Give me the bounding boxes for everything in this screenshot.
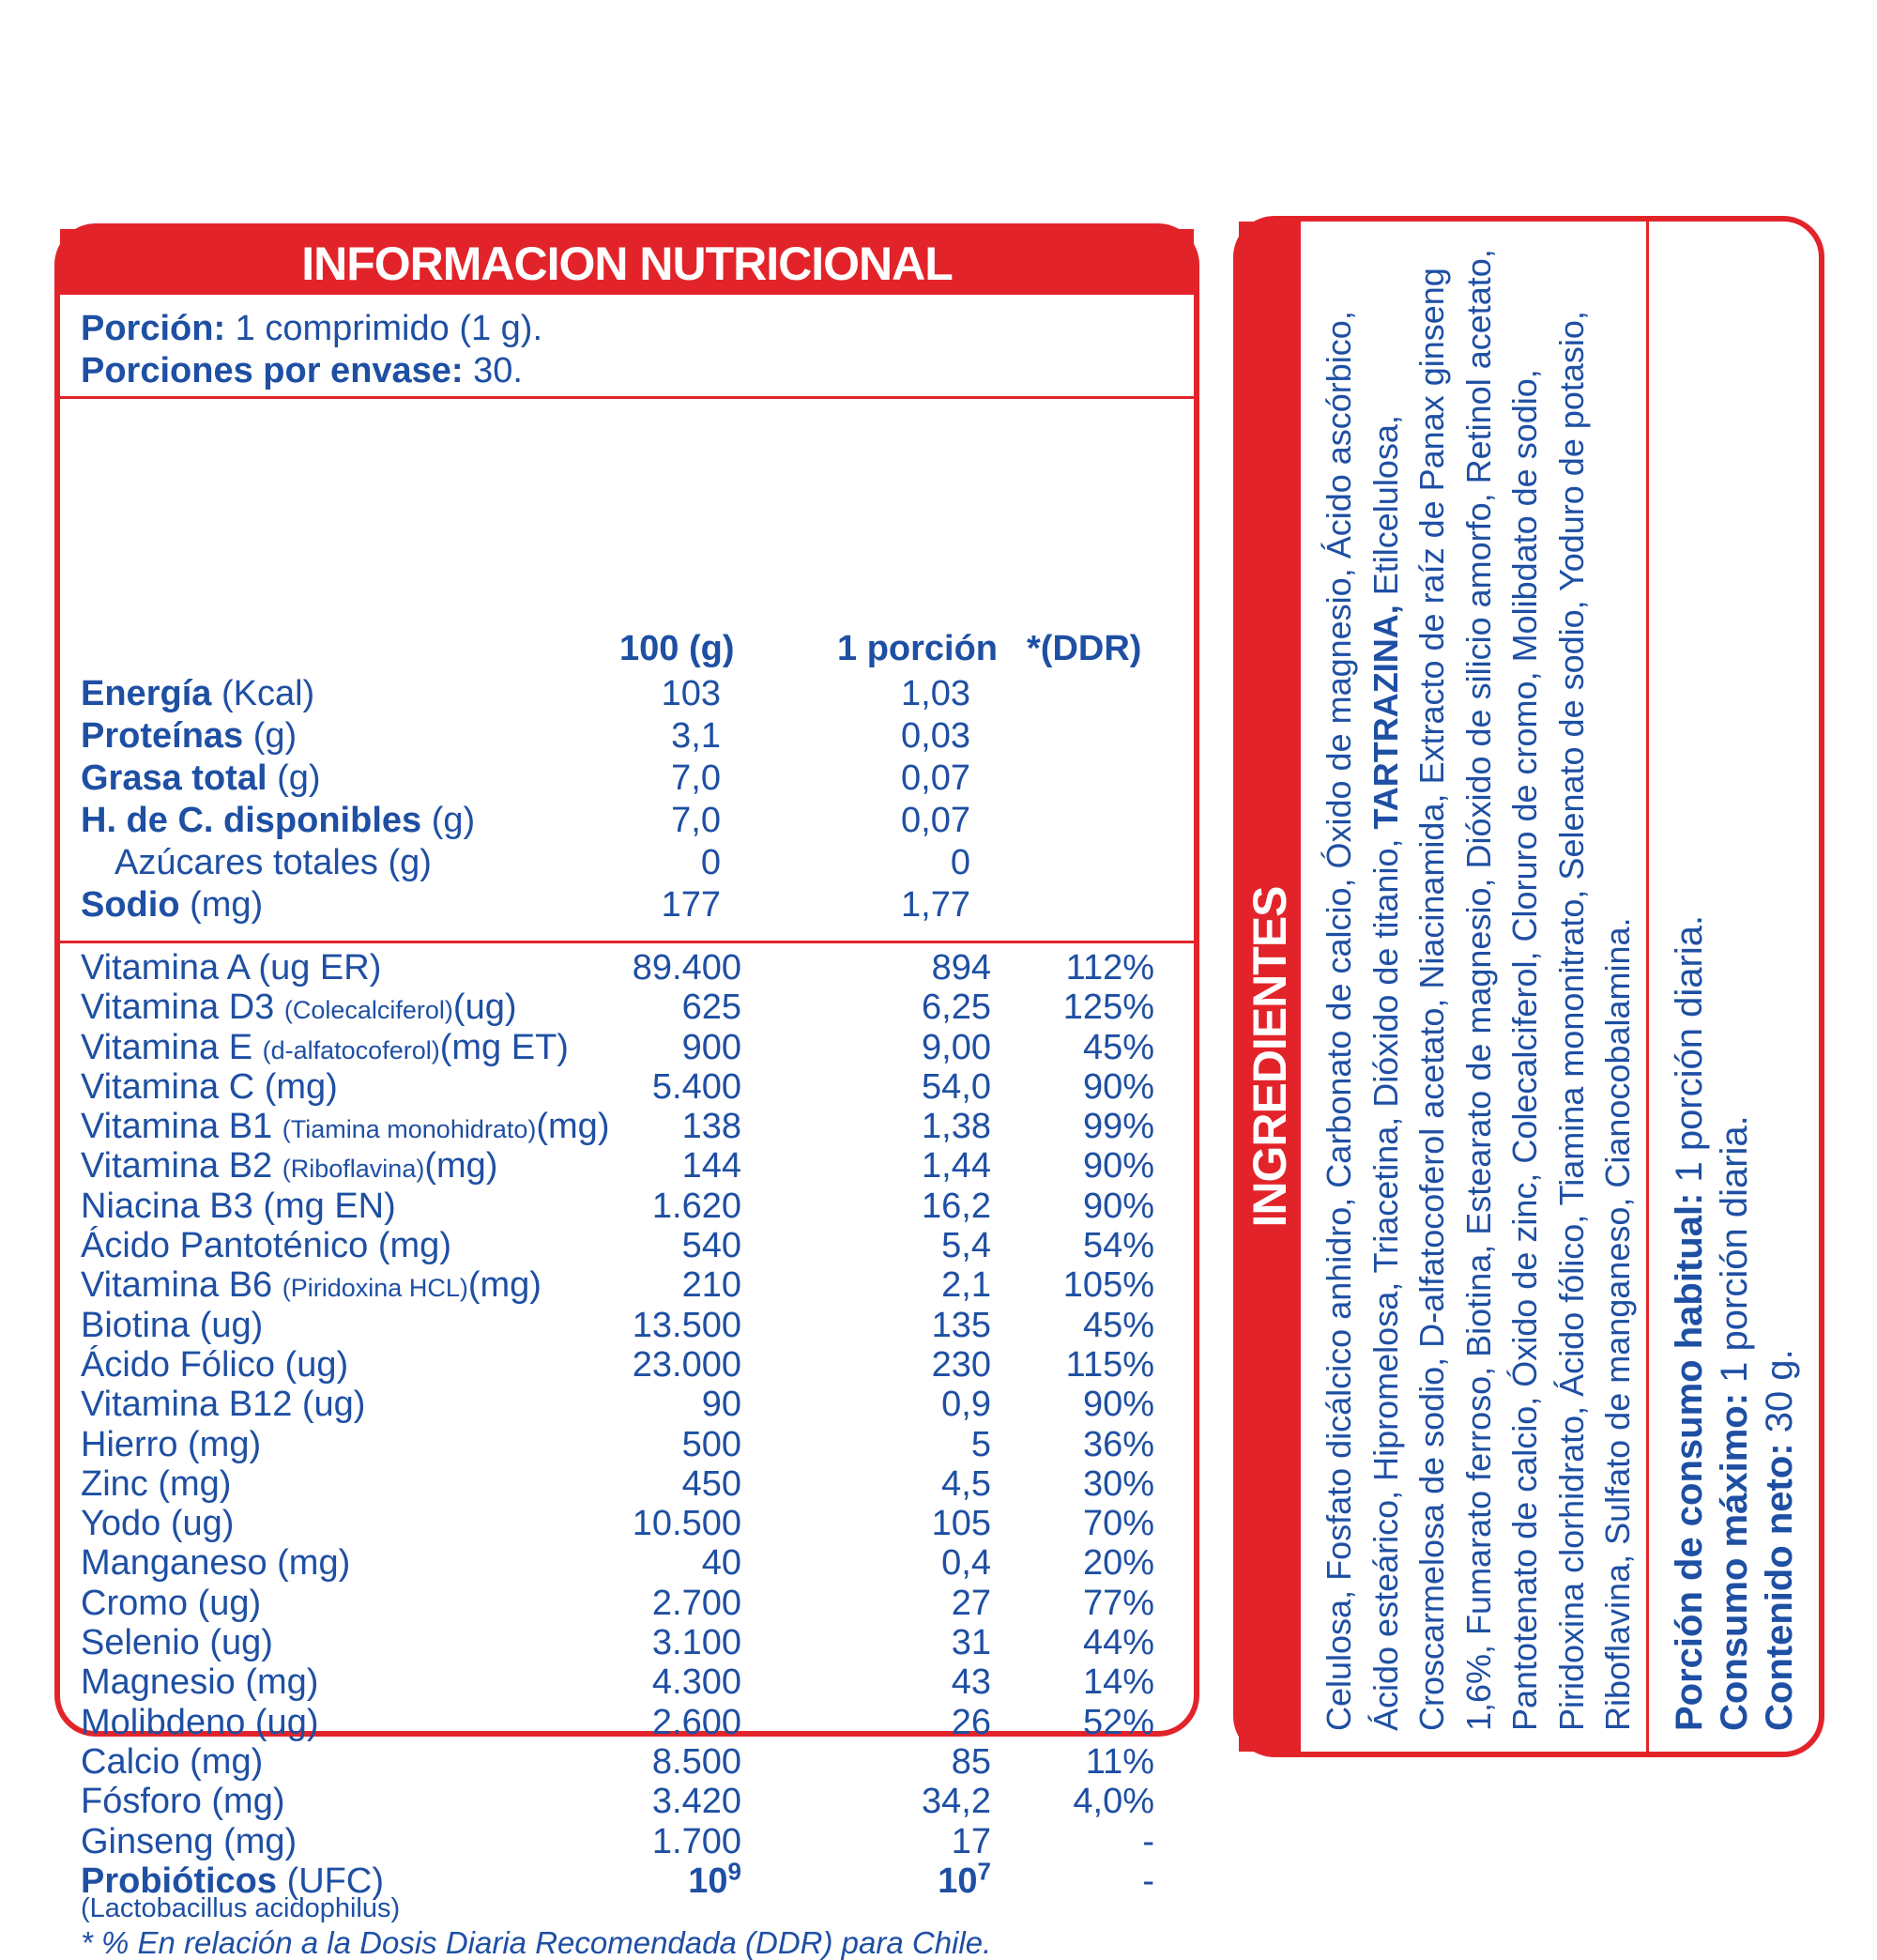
macro-row [81, 674, 1194, 713]
vitamin-row [81, 948, 1214, 988]
vitamin-value-portion: 17 [951, 1821, 991, 1861]
vitamin-name [81, 1107, 609, 1149]
vitamin-unit: (mg) [536, 1107, 610, 1147]
macro-name [81, 674, 314, 713]
vitamin-name [81, 1028, 569, 1070]
macro-row [81, 801, 1194, 840]
vitamin-unit: (mg ET) [439, 1027, 569, 1067]
macro-label: Sodio [81, 885, 180, 925]
vitamin-row [81, 1345, 1214, 1385]
vitamin-row [81, 1028, 1214, 1067]
ingredients-title-strip [1239, 222, 1301, 1752]
allergen-highlight: TARTRAZINA, [1366, 605, 1405, 830]
macro-name [81, 885, 263, 925]
vitamin-value-portion: 1,38 [922, 1107, 991, 1147]
vitamin-value-portion: 34,2 [922, 1782, 991, 1822]
vitamin-row [81, 1067, 1214, 1107]
vitamin-name [81, 948, 381, 988]
ingredients-list: Celulosa, Fosfato dicálcico anhidro, Carbonato de calcio, Óxido de magnesio, Ácido ascórbico, Ácido esteárico, Hipromelosa, Triacetina, Dióxido de titanio, TARTRAZINA, Etilcelulosa, Croscarmelosa de sodio, D-alfatocoferol acetato, Niacinamida, Extracto de raíz de Panax ginseng 1,6%, Fumarato ferroso, Biotina, Estearato de magnesio, Dióxido de silicio amorfo, Retinol acetato, Pantotenato de calcio, Óxido de zinc, Colecalciferol, Cloruro de cromo, Molibdato de sodio, Piridoxina clorhidrato, Ácido fólico, Tiamina mononitrato, Selenato de sodio, Yoduro de potasio, Riboflavina, Sulfato de manganeso, Cianocobalamina. [1320, 249, 1637, 1731]
vitamin-compound: (Piridoxina HCL) [282, 1274, 468, 1303]
macro-value-100g: 103 [661, 674, 721, 713]
vitamin-label: Vitamina D3 [81, 988, 284, 1028]
vitamin-label: Ginseng (mg) [81, 1821, 298, 1861]
probiotic-portion-exp: 7 [977, 1857, 991, 1886]
vitamin-value-portion: 0,9 [941, 1385, 991, 1425]
macro-value-portion: 1,03 [901, 674, 970, 713]
macro-name [114, 843, 432, 882]
macro-value-portion: 0,07 [901, 758, 970, 798]
nutrition-facts-panel [54, 223, 1199, 1960]
portion-size: Porción: 1 comprimido (1 g). [81, 309, 543, 348]
vitamin-value-100g: 900 [681, 1027, 741, 1067]
vitamin-row [81, 1822, 1214, 1861]
vitamin-ddr: 99% [1082, 1107, 1154, 1147]
vitamin-value-portion: 894 [931, 948, 991, 988]
vitamin-name [81, 1345, 348, 1385]
vitamin-ddr: 4,0% [1073, 1782, 1154, 1822]
macro-label: H. de C. disponibles [81, 801, 422, 840]
vitamin-row [81, 1504, 1214, 1543]
vitamin-label: Selenio (ug) [81, 1623, 273, 1663]
vitamin-value-100g: 138 [681, 1107, 741, 1147]
vitamin-ddr: 105% [1062, 1265, 1154, 1306]
vitamin-row [81, 1187, 1214, 1226]
vitamin-label: Hierro (mg) [81, 1424, 262, 1464]
vitamin-ddr: 90% [1082, 1385, 1154, 1425]
macro-value-portion: 0 [950, 843, 970, 882]
probiotic-100g-base: 10 [688, 1860, 728, 1901]
vitamin-name [81, 1265, 542, 1308]
vitamin-compound: (Tiamina monohidrato) [282, 1115, 537, 1144]
macro-value-100g: 3,1 [671, 716, 721, 756]
vitamin-name [81, 1584, 261, 1623]
servings-per-container: Porciones por envase: 30. [81, 351, 523, 390]
ingredients-panel [1233, 216, 1824, 1757]
vitamin-label: Yodo (ug) [81, 1504, 235, 1544]
contenido-neto: Contenido neto: 30 g. [1759, 1349, 1800, 1731]
vitamin-value-100g: 40 [701, 1543, 741, 1584]
vitamin-value-100g: 3.420 [651, 1782, 741, 1822]
vitamin-name [81, 1543, 350, 1583]
vitamin-name [81, 1822, 297, 1861]
vitamin-row [81, 1742, 1214, 1782]
table-divider [60, 941, 1194, 943]
vitamin-compound: (Riboflavina) [282, 1155, 425, 1184]
vitamin-value-portion: 0,4 [941, 1543, 991, 1584]
macro-row [81, 758, 1194, 798]
vitamin-value-100g: 540 [681, 1226, 741, 1266]
vitamin-unit: (ug) [452, 988, 517, 1028]
vitamin-name [81, 1067, 338, 1107]
vitamin-label: Ácido Fólico (ug) [81, 1344, 349, 1385]
consumo-maximo: Consumo máximo: 1 porción diaria. [1714, 1115, 1755, 1731]
vitamin-name [81, 1146, 497, 1188]
vitamin-label: Fósforo (mg) [81, 1782, 285, 1822]
vitamin-ddr: 14% [1082, 1662, 1154, 1703]
nutrition-title: INFORMACION NUTRICIONAL [60, 229, 1194, 295]
vitamin-name [81, 1464, 231, 1504]
vitamin-label: Niacina B3 (mg EN) [81, 1186, 396, 1226]
macro-unit: (Kcal) [211, 674, 315, 713]
vitamin-row [81, 1543, 1214, 1583]
probiotic-100g-exp: 9 [727, 1857, 741, 1886]
probiotic-value-portion [938, 1857, 991, 1901]
vitamin-row [81, 1703, 1214, 1742]
vitamin-value-100g: 4.300 [651, 1662, 741, 1703]
macro-value-100g: 7,0 [671, 801, 721, 840]
vitamin-ddr: - [1142, 1821, 1154, 1861]
vitamin-value-portion: 54,0 [922, 1066, 991, 1107]
vitamin-row [81, 1425, 1214, 1464]
vitamin-row [81, 1584, 1214, 1623]
macro-value-portion: 0,07 [901, 801, 970, 840]
macro-value-100g: 7,0 [671, 758, 721, 798]
vitamin-label: Vitamina C (mg) [81, 1066, 338, 1107]
probiotic-unit: (UFC) [277, 1860, 384, 1901]
macro-label: Proteínas [81, 716, 244, 756]
vitamin-value-100g: 210 [681, 1265, 741, 1306]
probiotic-value-100g [688, 1857, 741, 1901]
vitamin-ddr: 11% [1085, 1741, 1154, 1782]
vitamin-name [81, 1504, 234, 1543]
macro-value-100g: 0 [700, 843, 721, 882]
vitamin-value-portion: 31 [951, 1623, 991, 1663]
vitamin-value-portion: 5 [970, 1424, 991, 1464]
vitamin-value-portion: 26 [951, 1702, 991, 1742]
vitamin-value-100g: 13.500 [632, 1305, 741, 1345]
vitamin-row [81, 1226, 1214, 1265]
macro-label: Grasa total [81, 758, 267, 798]
ingredients-text-block [1316, 229, 1637, 1731]
vitamin-row [81, 1265, 1214, 1305]
vitamin-value-portion: 27 [951, 1583, 991, 1623]
vitamin-row [81, 988, 1214, 1027]
macro-unit: (g) [267, 758, 321, 798]
probiotic-portion-base: 10 [938, 1860, 978, 1901]
macro-unit: (g) [421, 801, 476, 840]
vitamin-label: Manganeso (mg) [81, 1543, 351, 1584]
vitamin-label: Magnesio (mg) [81, 1662, 319, 1703]
vitamin-name [81, 1782, 284, 1821]
vitamin-label: Vitamina B1 [81, 1107, 282, 1147]
ingredients-separator [1646, 222, 1649, 1752]
vitamin-row [81, 1782, 1214, 1821]
macro-value-100g: 177 [661, 885, 721, 925]
vitamins-table [60, 948, 1194, 1901]
probiotic-strain: (Lactobacillus acidophilus) [81, 1893, 401, 1923]
vitamin-name [81, 1742, 263, 1782]
vitamin-value-portion: 4,5 [941, 1463, 991, 1504]
vitamin-ddr: 115% [1065, 1344, 1154, 1385]
vitamin-value-portion: 43 [951, 1662, 991, 1703]
vitamin-ddr: 77% [1082, 1583, 1154, 1623]
vitamin-ddr: 54% [1082, 1226, 1154, 1266]
vitamin-label: Ácido Pantoténico (mg) [81, 1226, 451, 1266]
vitamin-label: Molibdeno (ug) [81, 1702, 319, 1742]
vitamin-value-100g: 89.400 [632, 948, 741, 988]
vitamin-value-portion: 5,4 [941, 1226, 991, 1266]
vitamin-label: Cromo (ug) [81, 1583, 262, 1623]
vitamin-value-100g: 5.400 [651, 1066, 741, 1107]
macro-label: Energía [81, 674, 212, 713]
vitamin-value-100g: 2.600 [651, 1702, 741, 1742]
vitamin-ddr: 20% [1082, 1543, 1154, 1584]
vitamin-label: Biotina (ug) [81, 1305, 264, 1345]
vitamin-name [81, 1703, 318, 1742]
vitamin-row [81, 1385, 1214, 1424]
vitamin-ddr: 90% [1082, 1066, 1154, 1107]
column-header-100g: 100 (g) [619, 629, 735, 668]
vitamin-ddr: 36% [1082, 1424, 1154, 1464]
macro-row [81, 885, 1194, 925]
column-header-porcion: 1 porción [837, 629, 999, 668]
vitamin-value-100g: 90 [701, 1385, 741, 1425]
macro-row [81, 716, 1194, 756]
vitamin-ddr: 30% [1082, 1463, 1154, 1504]
macro-name [81, 758, 321, 798]
macro-unit: (g) [243, 716, 298, 756]
vitamin-name [81, 1187, 396, 1226]
macro-name [81, 801, 475, 840]
vitamin-ddr: 45% [1082, 1305, 1154, 1345]
vitamin-value-100g: 625 [681, 988, 741, 1028]
vitamin-value-portion: 6,25 [922, 988, 991, 1028]
vitamin-ddr: 112% [1065, 948, 1154, 988]
vitamin-unit: (mg) [424, 1146, 498, 1187]
vitamin-value-100g: 450 [681, 1463, 741, 1504]
macro-unit: Azúcares totales (g) [114, 843, 432, 882]
vitamin-value-portion: 230 [931, 1344, 991, 1385]
vitamin-value-100g: 1.700 [651, 1821, 741, 1861]
vitamin-ddr: 45% [1082, 1027, 1154, 1067]
vitamin-value-portion: 1,44 [922, 1146, 991, 1187]
vitamin-name [81, 1306, 263, 1345]
vitamin-value-portion: 16,2 [922, 1186, 991, 1226]
vitamin-name [81, 1385, 365, 1424]
macro-row [81, 843, 1194, 882]
vitamin-label: Vitamina B2 [81, 1146, 282, 1187]
vitamin-row [81, 1662, 1214, 1702]
vitamin-row [81, 1107, 1214, 1146]
vitamin-ddr: 70% [1082, 1504, 1154, 1544]
consumo-habitual: Porción de consumo habitual: 1 porción diaria. [1669, 914, 1710, 1731]
column-header-ddr: *(DDR) [1027, 629, 1142, 668]
vitamin-value-100g: 500 [681, 1424, 741, 1464]
vitamin-name [81, 1623, 273, 1662]
vitamin-ddr: 52% [1082, 1702, 1154, 1742]
vitamin-row [81, 1623, 1214, 1662]
vitamin-row [81, 1464, 1214, 1504]
vitamin-label: Vitamina E [81, 1027, 263, 1067]
probiotic-label: Probióticos [81, 1860, 278, 1901]
vitamin-ddr: 90% [1082, 1146, 1154, 1187]
consumption-info [1667, 229, 1808, 1731]
macro-value-portion: 0,03 [901, 716, 970, 756]
vitamin-unit: (mg) [467, 1265, 542, 1306]
vitamin-ddr: 90% [1082, 1186, 1154, 1226]
vitamin-value-100g: 3.100 [651, 1623, 741, 1663]
macro-value-portion: 1,77 [901, 885, 970, 925]
vitamin-name [81, 1425, 261, 1464]
ddr-footnote: * % En relación a la Dosis Diaria Recomendada (DDR) para Chile. [81, 1925, 992, 1960]
vitamin-ddr: 125% [1062, 988, 1154, 1028]
vitamin-compound: (d-alfatocoferol) [262, 1035, 440, 1064]
vitamin-value-portion: 135 [931, 1305, 991, 1345]
vitamin-value-100g: 2.700 [651, 1583, 741, 1623]
vitamin-value-100g: 10.500 [632, 1504, 741, 1544]
vitamin-value-portion: 105 [931, 1504, 991, 1544]
vitamin-row [81, 1306, 1214, 1345]
vitamin-label: Vitamina B6 [81, 1265, 282, 1306]
vitamin-value-portion: 85 [951, 1741, 991, 1782]
vitamin-name [81, 1226, 451, 1265]
macro-unit: (mg) [179, 885, 264, 925]
portion-info [60, 295, 1194, 399]
vitamin-value-portion: 2,1 [941, 1265, 991, 1306]
probiotic-ddr: - [1142, 1860, 1154, 1901]
vitamin-compound: (Colecalciferol) [283, 996, 453, 1025]
vitamin-name [81, 988, 517, 1030]
macro-name [81, 716, 297, 756]
vitamin-value-100g: 144 [681, 1146, 741, 1187]
column-headers [60, 629, 1194, 672]
vitamin-label: Calcio (mg) [81, 1741, 264, 1782]
vitamin-value-portion: 9,00 [922, 1027, 991, 1067]
vitamin-ddr: 44% [1082, 1623, 1154, 1663]
vitamin-value-100g: 1.620 [651, 1186, 741, 1226]
vitamin-row [81, 1146, 1214, 1186]
vitamin-label: Vitamina B12 (ug) [81, 1385, 366, 1425]
vitamin-value-100g: 23.000 [632, 1344, 741, 1385]
vitamin-label: Zinc (mg) [81, 1463, 232, 1504]
vitamin-label: Vitamina A (ug ER) [81, 948, 382, 988]
vitamin-value-100g: 8.500 [651, 1741, 741, 1782]
ingredients-title: INGREDIENTES [1244, 886, 1296, 1228]
vitamin-name [81, 1662, 318, 1702]
